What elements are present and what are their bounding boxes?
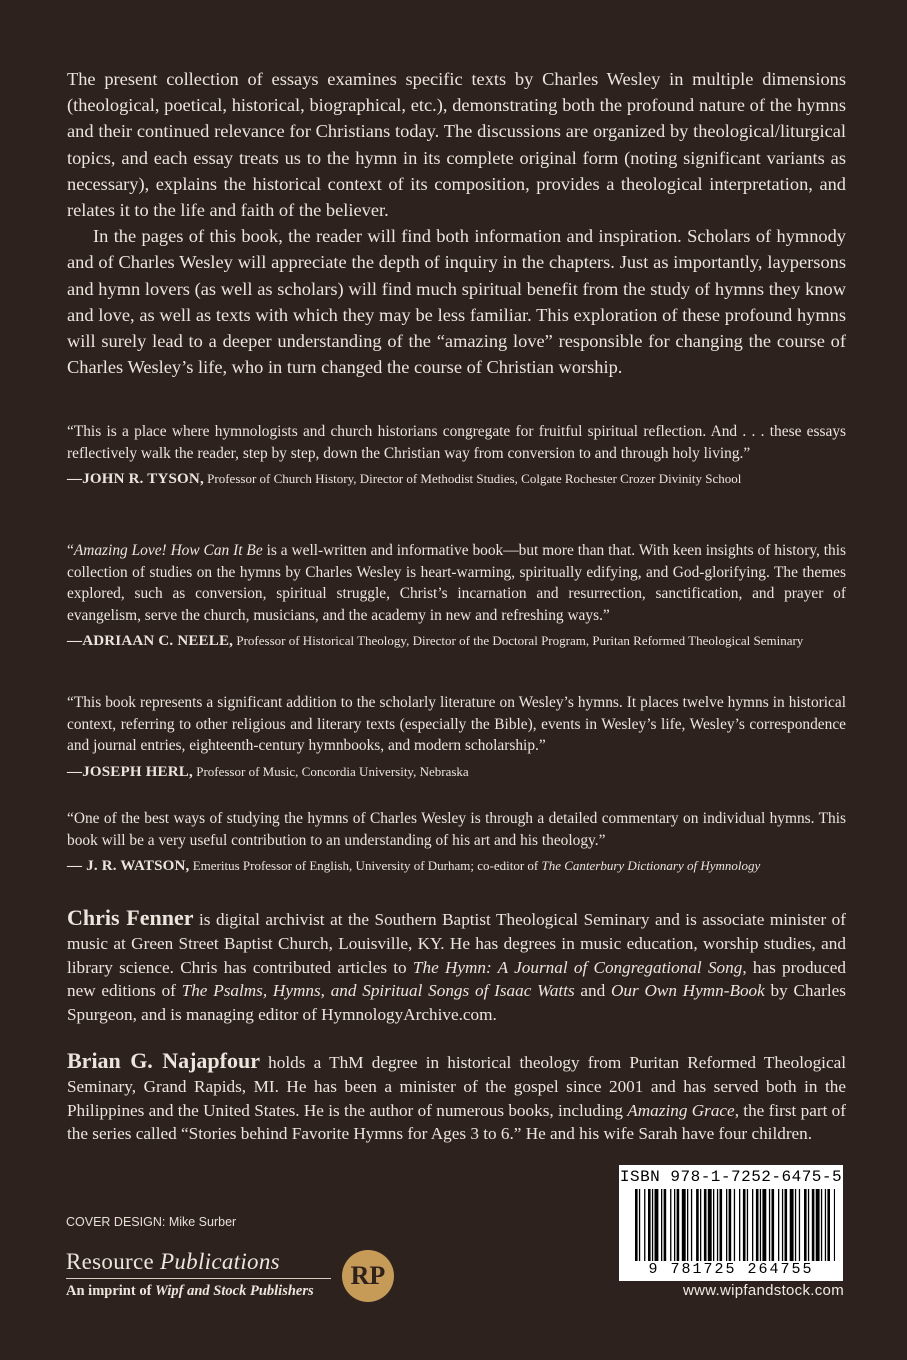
barcode-bar [769, 1189, 770, 1261]
description-paragraph-2: In the pages of this book, the reader will find both information and inspiration. Scholars of hymnody and of Charles Wesley will appreciate the depth of inquiry in the chapters. Just as importantly, laypersons and hymn lovers (as well as scholars) will find much spiritual benefit from the study of hymns they know and love, as well as texts with which they may be less familiar. This exploration of these profound hymns will surely lead to a deeper understanding of the “amazing love” responsible for changing the course of Charles Wesley’s life, who in turn changed the course of Christian worship. [67, 226, 846, 378]
isbn-barcode [619, 1165, 843, 1281]
barcode-bar [674, 1189, 675, 1261]
endorsement-quote: “This book represents a significant addition to the scholarly literature on Wesley’s hymns. It places twelve hymns in historical context, referring to other religious and literary texts (especially the Bible), events in Wesley’s life, Wesley’s correspondence and journal entries, eighteenth-century hymnbooks, and modern scholarship.” [67, 694, 846, 755]
barcode-bar [687, 1189, 688, 1261]
bio-text: , has produced new editions of [67, 957, 847, 1001]
barcode-bar [778, 1189, 779, 1261]
barcode-bar [691, 1189, 692, 1261]
book-description [67, 66, 846, 380]
barcode-bar [635, 1189, 638, 1261]
publisher-imprint: An imprint of Wipf and Stock Publishers [66, 1283, 314, 1299]
affiliation-title: The Canterbury Dictionary of Hymnology [541, 858, 761, 874]
cover-design-credit [66, 1215, 236, 1229]
barcode-bars [635, 1189, 835, 1261]
barcode-bar [812, 1189, 815, 1261]
barcode-bar [708, 1189, 712, 1261]
barcode-bar [696, 1189, 699, 1261]
endorsement-watson [67, 808, 846, 875]
barcode-bar [760, 1189, 761, 1261]
description-paragraph-1: The present collection of essays examines specific texts by Charles Wesley in multiple dimensions (theological, poetical, historical, biographical, etc.), demonstrating both the profound nature of the hymns and their continued relevance for Christians today. The discussions are organized by theological/liturgical topics, and each essay treats us to the hymn in its complete original form (noting significant variants as necessary), explains the historical context of its composition, provides a theological interpretation, and relates it to the life and faith of the believer. [67, 69, 846, 221]
barcode-bar [661, 1189, 662, 1261]
quote-text: is a well-written and informative book—but more than that. With keen insights of history, this collection of studies on the hymns by Charles Wesley is heart-warming, spiritually edifying, and God-glorifying. The themes explored, such as conversion, spiritual struggle, Christ’s incarnation and resurrection, sanctification, and prayer of evangelism, serve the church, musicians, and the academy in new and refreshing ways.” [67, 542, 847, 624]
barcode-bar [827, 1189, 830, 1261]
open-quote-mark: “ [67, 542, 74, 559]
endorsement-quote: “This is a place where hymnologists and church historians congregate for fruitful spiritual reflection. And . . . these essays reflectively walk the reader, step by step, down the Christian way from conversion to and through holy living.” [67, 423, 846, 462]
rp-logo-icon: RP [342, 1250, 394, 1302]
endorser-name: —JOSEPH HERL, [67, 763, 193, 780]
barcode-bar [808, 1189, 809, 1261]
endorsement-tyson [67, 421, 846, 488]
barcode-digits: 9 781725 264755 [648, 1261, 814, 1278]
barcode-bar [734, 1189, 735, 1261]
barcode-bar [756, 1189, 759, 1261]
barcode-bar [670, 1189, 671, 1261]
bio-text: by Charles Spurgeon, and is managing editor of HymnologyArchive.com. [67, 981, 846, 1025]
bio-title: The Hymn: A Journal of Congregational Song [412, 957, 743, 977]
barcode-bar [747, 1189, 748, 1261]
barcode-bar [834, 1189, 835, 1261]
author-name: Brian G. Najapfour [67, 1048, 260, 1073]
endorsement-attribution [67, 470, 846, 488]
endorsement-quote: “One of the best ways of studying the hymns of Charles Wesley is through a detailed commentary on individual hymns. This book will be a very useful contribution to an understanding of his art and his theology.” [67, 810, 846, 849]
barcode-bar [729, 1189, 732, 1261]
barcode-bar [682, 1189, 686, 1261]
barcode-bar [795, 1189, 796, 1261]
barcode-bar [717, 1189, 718, 1261]
publisher-rule [66, 1278, 331, 1279]
author-bio-najapfour [67, 1049, 846, 1146]
barcode-bar [664, 1189, 667, 1261]
bio-text: , the first part of the series called “Stories behind Favorite Hymns for Ages 3 to 6.” He and his wife Sarah have four children. [67, 1100, 846, 1144]
endorser-name: —ADRIAAN C. NEELE, [67, 633, 234, 650]
barcode-bar [720, 1189, 723, 1261]
barcode-bar [785, 1189, 788, 1261]
endorsement-neele [67, 540, 846, 650]
endorsement-attribution [67, 857, 846, 875]
bio-text: and [574, 981, 611, 1001]
endorser-affiliation: Professor of Historical Theology, Director of the Doctoral Program, Puritan Reformed Theological Seminary [236, 633, 804, 649]
endorser-name: — J. R. WATSON, [67, 858, 190, 875]
barcode-bar [648, 1189, 651, 1261]
barcode-bar [782, 1189, 783, 1261]
barcode-bar [772, 1189, 775, 1261]
barcode-bar [639, 1189, 640, 1261]
barcode-bar [799, 1189, 800, 1261]
barcode-bar [739, 1189, 740, 1261]
endorser-affiliation: Professor of Music, Concordia University, Nebraska [196, 763, 469, 779]
publisher-website[interactable]: www.wipfandstock.com [682, 1282, 844, 1299]
barcode-bar [677, 1189, 680, 1261]
bio-text: is digital archivist at the Southern Baptist Theological Seminary and is associate minister of music at Green Street Baptist Church, Louisville, KY. He has degrees in music education, worship studies, and library science. Chris has contributed articles to [67, 910, 846, 977]
book-title: Amazing Love! How Can It Be [73, 542, 263, 559]
publisher-logo [66, 1250, 406, 1310]
barcode-bar [821, 1189, 822, 1261]
barcode-bar [825, 1189, 826, 1261]
barcode-bar [790, 1189, 794, 1261]
bio-title: The Psalms, Hymns, and Spiritual Songs of Isaac Watts [181, 981, 575, 1001]
endorser-affiliation: Emeritus Professor of English, University of Durham; co-editor of [192, 858, 542, 874]
endorser-affiliation: Professor of Church History, Director of Methodist Studies, Colgate Rochester Crozer Divinity School [207, 471, 742, 487]
endorser-name: —JOHN R. TYSON, [67, 471, 204, 488]
barcode-bar [644, 1189, 645, 1261]
barcode-bar [726, 1189, 727, 1261]
barcode-bar [752, 1189, 753, 1261]
author-bio-fenner [67, 906, 846, 1027]
author-name: Chris Fenner [67, 905, 194, 930]
endorsement-herl [67, 692, 846, 781]
bio-title: Our Own Hymn-Book [611, 981, 765, 1001]
cover-design-label: COVER DESIGN: [66, 1215, 166, 1229]
cover-designer-name: Mike Surber [168, 1215, 237, 1229]
barcode-bar [762, 1189, 766, 1261]
isbn-number: ISBN 978-1-7252-6475-5 [619, 1168, 843, 1186]
barcode-bar [713, 1189, 714, 1261]
barcode-bar [816, 1189, 820, 1261]
endorsement-quote [67, 540, 846, 626]
barcode-bar [804, 1189, 807, 1261]
barcode-bar [704, 1189, 707, 1261]
publisher-name: Resource Publications [66, 1249, 280, 1274]
barcode-bar [700, 1189, 701, 1261]
barcode-bar [743, 1189, 746, 1261]
endorsement-attribution [67, 632, 846, 650]
barcode-bar [655, 1189, 659, 1261]
barcode-bar [652, 1189, 653, 1261]
endorsement-attribution [67, 763, 846, 781]
bio-title: Amazing Grace [627, 1100, 735, 1120]
bio-text: holds a ThM degree in historical theology from Puritan Reformed Theological Seminary, Grand Rapids, MI. He has been a minister of the gospel since 2001 and has served both in the Philippines and the United States. He is the author of numerous books, including [67, 1053, 846, 1120]
